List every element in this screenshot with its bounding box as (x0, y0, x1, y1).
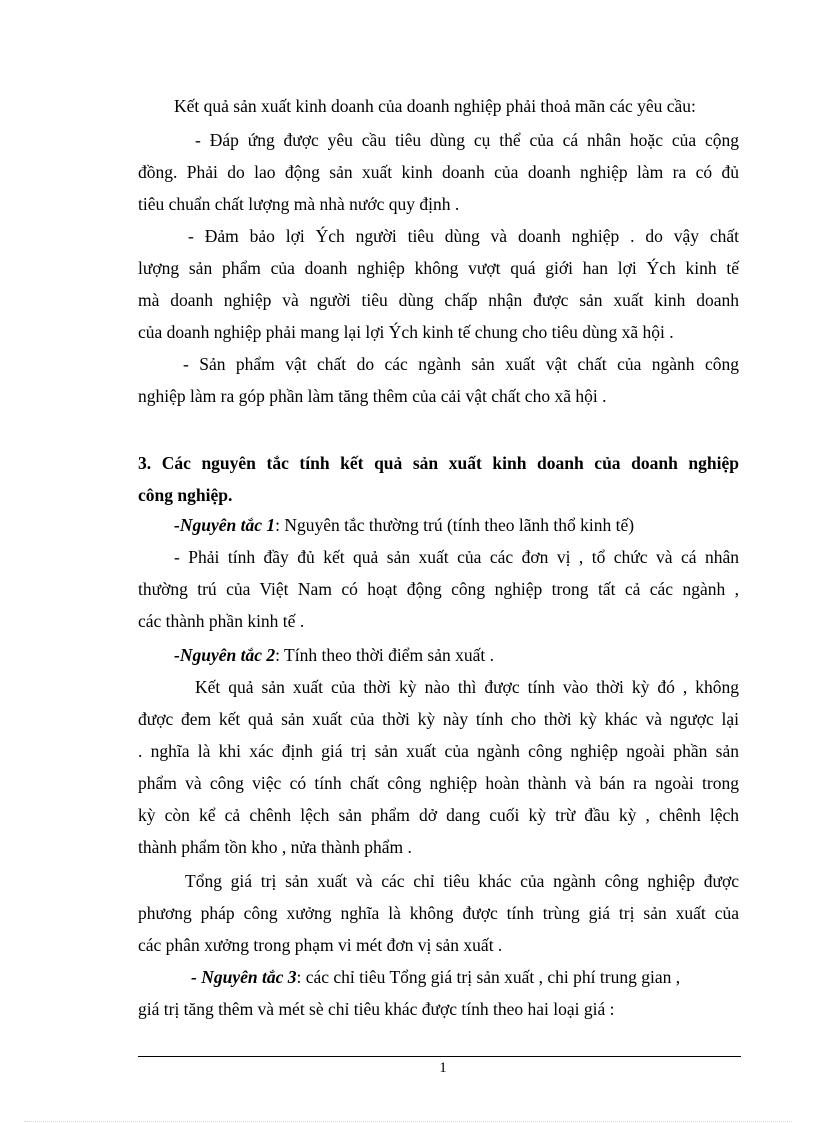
rule-1-text: : Nguyên tắc thường trú (tính theo lãnh thổ kinh tế) (275, 515, 635, 535)
section-heading: 3. Các nguyên tắc tính kết quả sản xuất kinh doanh của doanh nghiệp (138, 453, 739, 473)
paragraph-line: đồng. Phải do lao động sản xuất kinh doanh của doanh nghiệp làm ra có đủ (138, 162, 739, 182)
paragraph-line: . nghĩa là khi xác định giá trị sản xuất của ngành công nghiệp ngoài phần sản (138, 741, 739, 761)
paragraph-line: - Đáp ứng được yêu cầu tiêu dùng cụ thể của cá nhân hoặc của cộng (195, 130, 739, 150)
paragraph-line: mà doanh nghiệp và người tiêu dùng chấp nhận được sản xuất kinh doanh (138, 290, 739, 310)
paragraph-line: của doanh nghiệp phải mang lại lợi Ých kinh tế chung cho tiêu dùng xã hội . (138, 322, 674, 342)
paragraph-line: - Đảm bảo lợi Ých người tiêu dùng và doanh nghiệp . do vậy chất (188, 226, 739, 246)
paragraph-line: phẩm và công việc có tính chất công nghiệp hoàn thành và bán ra ngoài trong (138, 773, 739, 793)
paragraph-line: giá trị tăng thêm và mét sè chỉ tiêu khác được tính theo hai loại giá : (138, 999, 615, 1019)
paragraph-line: phương pháp công xưởng nghĩa là không được tính trùng giá trị sản xuất của (138, 903, 739, 923)
paragraph-line: - Sản phẩm vật chất do các ngành sản xuất vật chất của ngành công (183, 354, 739, 374)
rule-2-label: -Nguyên tắc 2 (174, 645, 276, 665)
paragraph-line: lượng sản phẩm của doanh nghiệp không vượt quá giới han lợi Ých kinh tế (138, 258, 739, 278)
rule-3-text: : các chỉ tiêu Tổng giá trị sản xuất , chi phí trung gian , (296, 967, 681, 987)
rule-2-text: : Tính theo thời điểm sản xuất . (275, 645, 495, 665)
paragraph-line: - Phải tính đầy đủ kết quả sản xuất của các đơn vị , tổ chức và cá nhân (174, 547, 739, 567)
rule-1-line (174, 514, 739, 536)
page-edge-divider (24, 1121, 792, 1122)
section-heading-continued: công nghiệp. (138, 485, 233, 505)
paragraph-line: các phân xưởng trong phạm vi mét đơn vị sản xuất . (138, 935, 503, 955)
page-number: 1 (439, 1060, 447, 1076)
paragraph-line: Tổng giá trị sản xuất và các chỉ tiêu khác của ngành công nghiệp được (185, 871, 739, 891)
paragraph-line: Kết quả sản xuất của thời kỳ nào thì được tính vào thời kỳ đó , không (195, 677, 739, 697)
paragraph-line: thường trú của Việt Nam có hoạt động công nghiệp trong tất cả các ngành , (138, 579, 739, 599)
paragraph-line: tiêu chuẩn chất lượng mà nhà nước quy định . (138, 194, 460, 214)
paragraph-line: thành phẩm tồn kho , nửa thành phẩm . (138, 837, 412, 857)
rule-3-line (191, 966, 739, 988)
footer-divider (138, 1056, 741, 1057)
paragraph-line: Kết quả sản xuất kinh doanh của doanh nghiệp phải thoả mãn các yêu cầu: (174, 96, 696, 116)
rule-3-label: - Nguyên tắc 3 (191, 967, 297, 987)
paragraph-line: kỳ còn kể cả chênh lệch sản phẩm dở dang cuối kỳ trừ đầu kỳ , chênh lệch (138, 805, 739, 825)
paragraph-line: nghiệp làm ra góp phần làm tăng thêm của cải vật chất cho xã hội . (138, 386, 607, 406)
rule-1-label: -Nguyên tắc 1 (174, 515, 276, 535)
paragraph-line: được đem kết quả sản xuất của thời kỳ này tính cho thời kỳ khác và ngược lại (138, 709, 739, 729)
paragraph-line: các thành phần kinh tế . (138, 611, 305, 631)
rule-2-line (174, 644, 739, 666)
